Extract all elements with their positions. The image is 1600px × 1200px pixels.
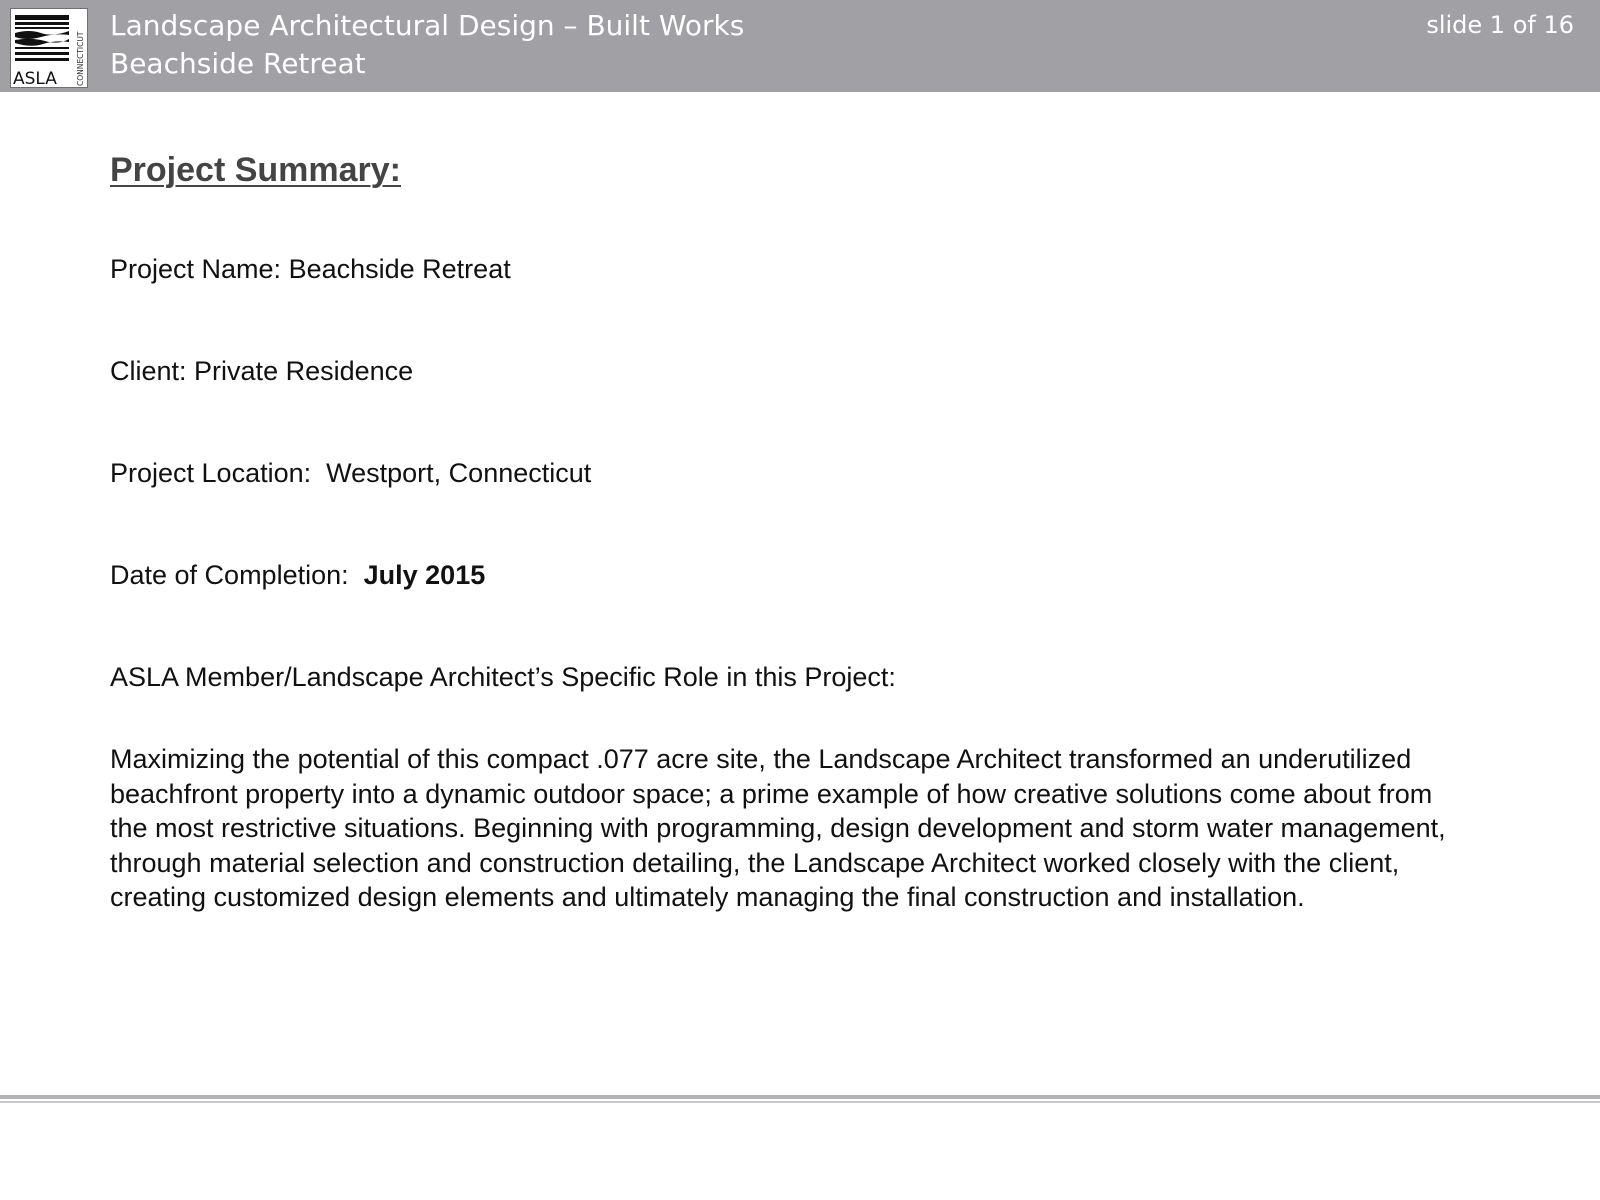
project-name-label: Project Name:: [110, 254, 282, 284]
logo-asla-text: ASLA: [13, 69, 57, 89]
asla-connecticut-logo: [10, 8, 88, 88]
footer-divider-thin: [0, 1101, 1600, 1103]
footer-divider: [0, 1095, 1600, 1103]
header-bar: [0, 0, 1600, 92]
client-line: [110, 354, 413, 388]
project-name-value: Beachside Retreat: [288, 254, 511, 284]
asla-logo-graphic: [11, 9, 89, 89]
footer-divider-thick: [0, 1095, 1600, 1099]
completion-date-line: [110, 558, 485, 592]
slide-counter: slide 1 of 16: [1426, 11, 1574, 39]
project-location-label: Project Location:: [110, 458, 312, 488]
logo-connecticut-text: CONNECTICUT: [76, 31, 85, 86]
project-subtitle: Beachside Retreat: [110, 47, 366, 80]
client-value: Private Residence: [194, 356, 414, 386]
role-heading: ASLA Member/Landscape Architect’s Specific Role in this Project:: [110, 662, 896, 692]
completion-date-label: Date of Completion:: [110, 560, 349, 590]
client-label: Client:: [110, 356, 187, 386]
role-description: Maximizing the potential of this compact .077 acre site, the Landscape Architect transformed an underutilized beachfront property into a dynamic outdoor space; a prime example of how creative solutions come about from the most restrictive situations. Beginning with programming, design development and storm water management, through material selection and construction detailing, the Landscape Architect worked closely with the client, creating customized design elements and ultimately managing the final construction and installation.: [110, 744, 1446, 912]
project-summary-heading: Project Summary:: [110, 151, 401, 189]
project-name-line: [110, 252, 511, 286]
presentation-title: Landscape Architectural Design – Built Works: [110, 9, 745, 42]
project-location-value: Westport, Connecticut: [326, 458, 592, 488]
project-location-line: [110, 456, 591, 490]
completion-date-value: July 2015: [363, 560, 486, 590]
